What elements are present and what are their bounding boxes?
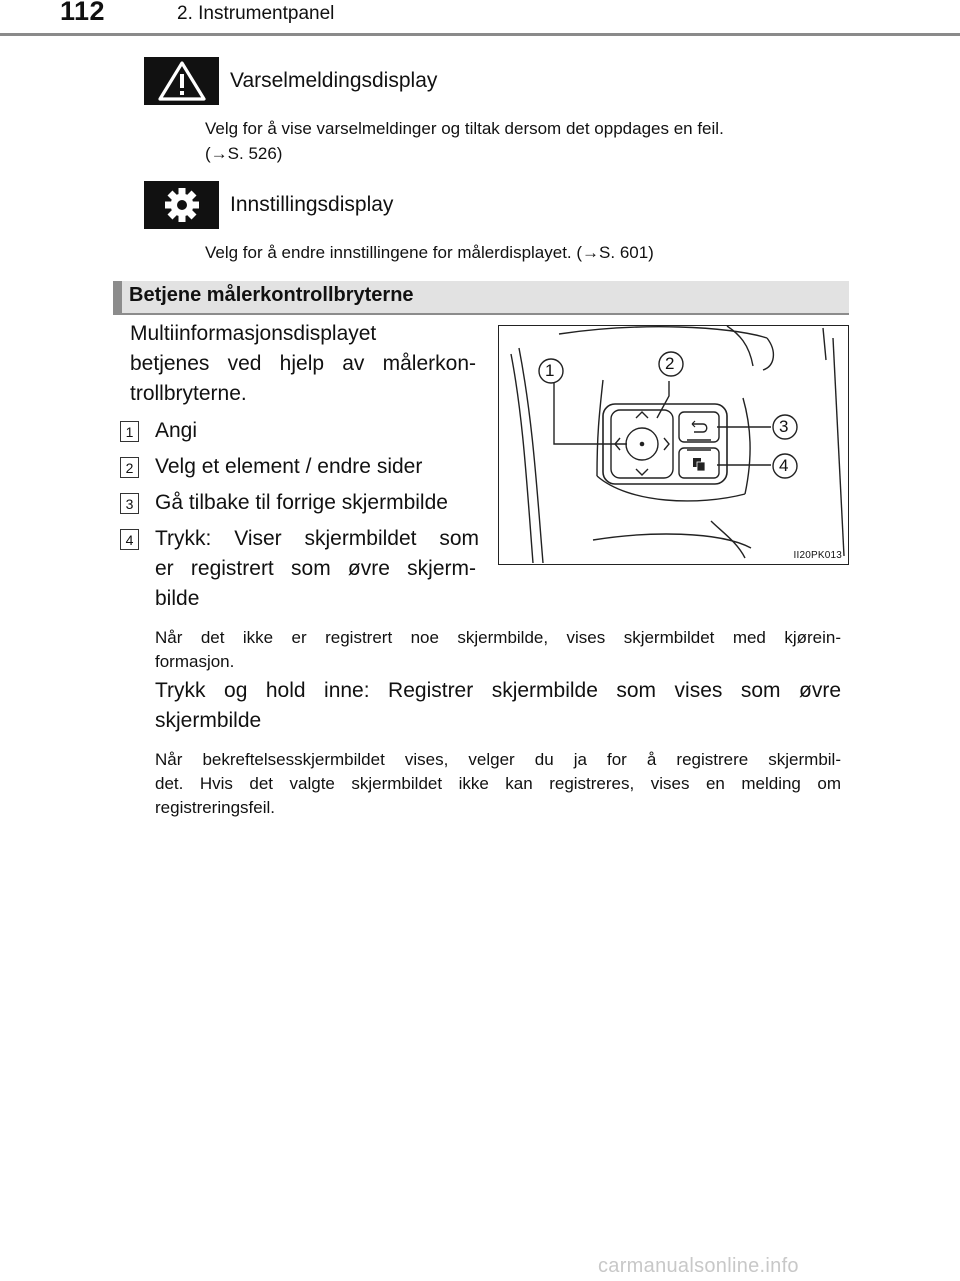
item-4-line-1: Trykk: Viser skjermbildet som bbox=[155, 527, 479, 550]
callout-2: 2 bbox=[665, 354, 675, 373]
item-number-badge: 2 bbox=[120, 457, 139, 478]
intro-line-2: betjenes ved hjelp av målerkon- bbox=[130, 352, 476, 375]
warning-triangle-icon bbox=[144, 57, 219, 105]
settings-display-title: Innstillingsdisplay bbox=[230, 193, 394, 216]
note-1-line-1: Når det ikke er registrert noe skjermbilde, vises skjermbildet med kjørein- bbox=[155, 628, 841, 647]
callout-3: 3 bbox=[779, 417, 789, 436]
steering-switch-figure bbox=[498, 325, 849, 565]
gear-icon bbox=[144, 181, 219, 229]
warning-display-title: Varselmeldingsdisplay bbox=[230, 69, 438, 92]
figure-code: II20PK013 bbox=[793, 550, 842, 561]
note-1-line-2: formasjon. bbox=[155, 652, 235, 671]
page-number: 112 bbox=[60, 0, 106, 26]
note-2-line-1: Når bekreftelsesskjermbildet vises, velger du ja for å registrere skjermbil- bbox=[155, 750, 841, 769]
item-4-line-3: bilde bbox=[155, 587, 200, 610]
note-2-line-2: det. Hvis det valgte skjermbildet ikke kan registreres, vises en melding om bbox=[155, 774, 841, 793]
intro-line-1: Multiinformasjonsdisplayet bbox=[130, 322, 377, 345]
item-number-badge: 1 bbox=[120, 421, 139, 442]
note-2-line-3: registreringsfeil. bbox=[155, 798, 275, 817]
item-number-badge: 3 bbox=[120, 493, 139, 514]
item-number-badge: 4 bbox=[120, 529, 139, 550]
item-2-text: Velg et element / endre sider bbox=[155, 455, 423, 478]
watermark: carmanualsonline.info bbox=[598, 1255, 799, 1277]
press-hold-line-2: skjermbilde bbox=[155, 709, 262, 732]
settings-display-description: Velg for å endre innstillingene for målerdisplayet. (→S. 601) bbox=[205, 243, 654, 262]
intro-line-3: trollbryterne. bbox=[130, 382, 247, 405]
item-1-text: Angi bbox=[155, 419, 198, 442]
warning-display-description: Velg for å vise varselmeldinger og tiltak dersom det oppdages en feil. bbox=[205, 119, 724, 138]
warning-display-reference: (→S. 526) bbox=[205, 144, 283, 163]
callout-4: 4 bbox=[779, 456, 789, 475]
chapter-title: 2. Instrumentpanel bbox=[177, 3, 335, 24]
callout-1: 1 bbox=[545, 361, 555, 380]
item-3-text: Gå tilbake til forrige skjermbilde bbox=[155, 491, 448, 514]
section-title: Betjene målerkontrollbryterne bbox=[129, 284, 414, 306]
item-4-line-2: er registrert som øvre skjerm- bbox=[155, 557, 476, 580]
section-heading-rule bbox=[113, 313, 849, 315]
press-hold-line-1: Trykk og hold inne: Registrer skjermbilde som vises som øvre bbox=[155, 679, 841, 702]
header-divider bbox=[0, 33, 960, 36]
